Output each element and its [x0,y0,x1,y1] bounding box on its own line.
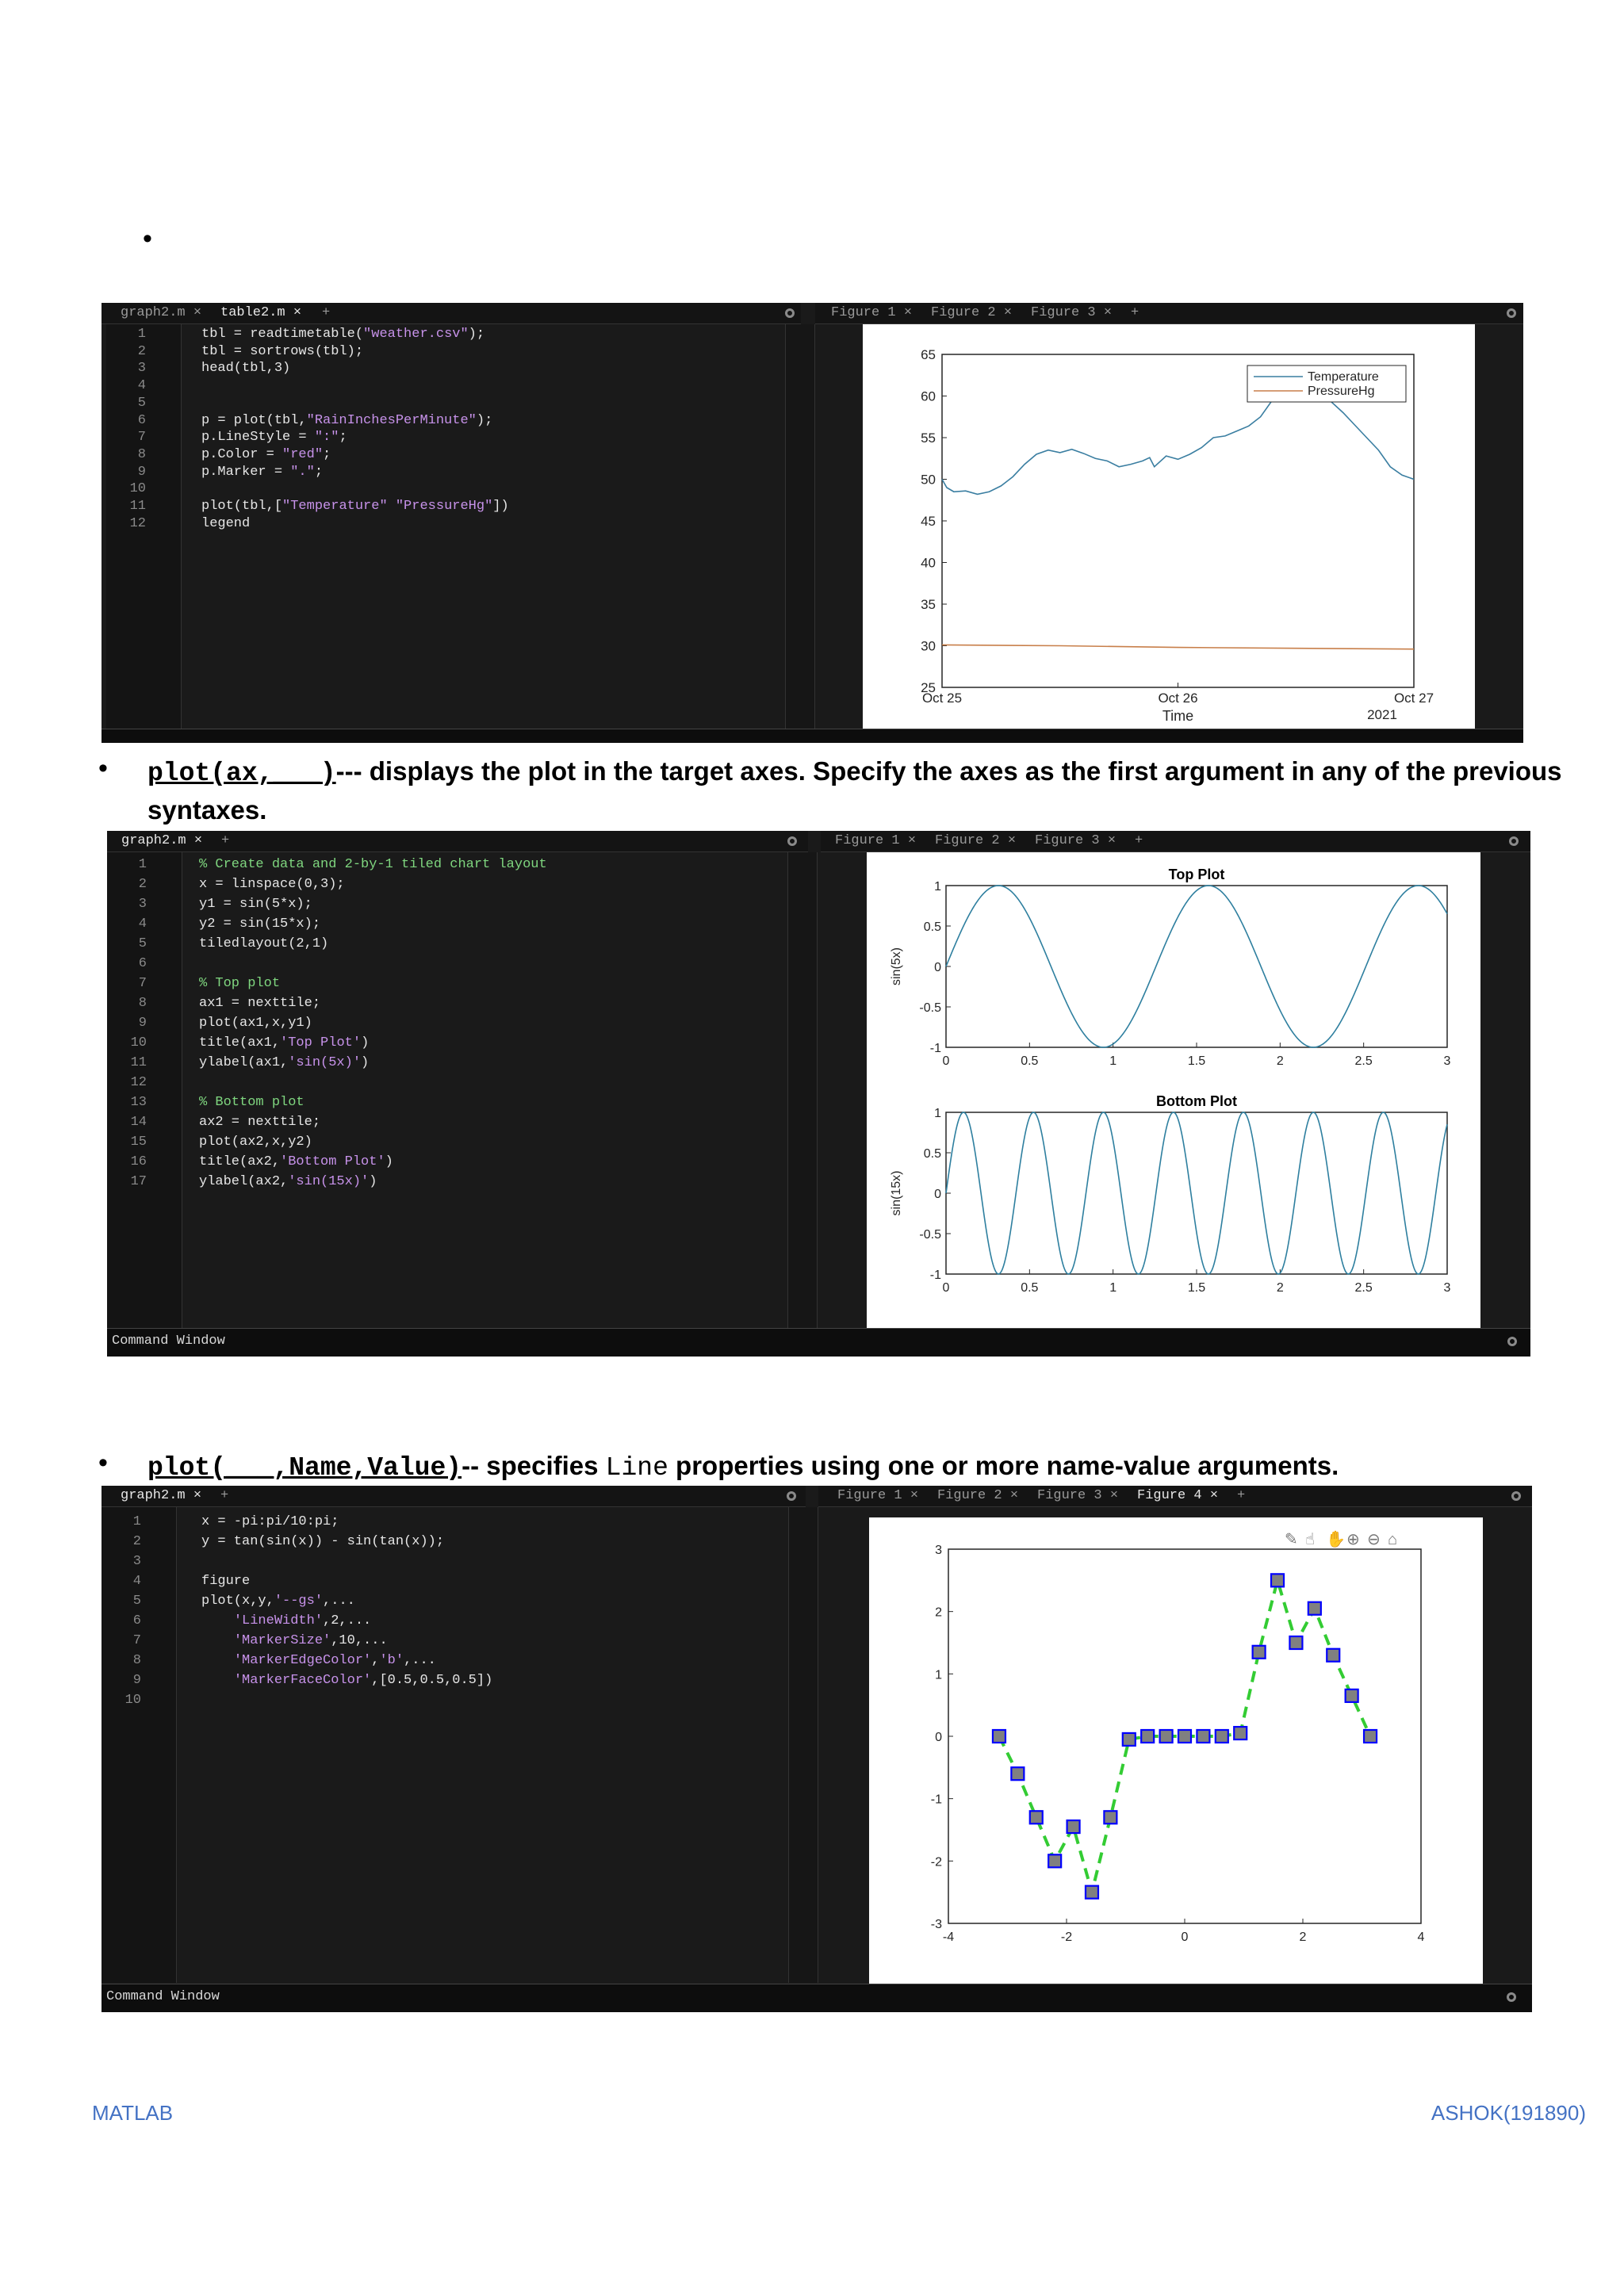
y-tick-label: 2 [935,1605,942,1620]
figure-tabbar [818,1486,1532,1507]
x-tick-label: -4 [942,1931,955,1944]
editor-tab-table2[interactable]: table2.m × [220,305,302,320]
y-axis-label: sin(15x) [890,1170,903,1216]
add-figure-icon[interactable]: + [1237,1488,1246,1503]
y-tick-label: -1 [929,1042,941,1055]
line-number: 3 [137,361,146,377]
heading-code: plot(ax,___) [147,759,336,788]
line-number: 6 [137,412,146,428]
line-number: 7 [138,976,147,991]
code-line[interactable]: figure [201,1574,251,1589]
command-window-label[interactable]: Command Window [112,1334,225,1349]
gear-icon[interactable] [787,836,797,846]
line-number: 10 [129,481,146,497]
line-number: 10 [124,1693,141,1708]
editor-tabbar [102,303,801,324]
code-line[interactable]: plot(tbl,["Temperature" "PressureHg"]) [201,499,509,514]
command-window-bar [107,1328,1530,1357]
x-tick-label: 2 [1276,1054,1284,1068]
code-line[interactable]: ax2 = nexttile; [199,1115,321,1130]
square-marker [1216,1730,1228,1743]
editor-tab-graph2[interactable]: graph2.m × [121,833,203,848]
name-value-chart[interactable] [869,1517,1483,1984]
add-figure-icon[interactable]: + [1135,833,1143,848]
line-number: 5 [132,1594,141,1609]
line-number: 8 [138,996,147,1011]
x-tick-label: Oct 25 [921,691,963,706]
add-tab-icon[interactable]: + [220,1488,229,1503]
heading-text: specifies [479,1451,606,1480]
line-number: 3 [132,1554,141,1569]
x-tick-label: 2.5 [1354,1281,1373,1295]
add-tab-icon[interactable]: + [221,833,230,848]
code-line[interactable]: legend [201,515,251,531]
section-heading-plot-ax [147,753,1575,828]
code-line[interactable]: y2 = sin(15*x); [199,916,321,932]
editor-tabbar [107,831,808,852]
y-tick-label: 1 [934,1107,941,1120]
line-number: 1 [137,327,146,342]
line-number: 2 [132,1534,141,1549]
y-tick-label: 40 [921,555,936,571]
figure-canvas-4 [869,1517,1483,1984]
x-tick-label: -2 [1060,1931,1073,1944]
pan-icon[interactable]: ✋ [1326,1531,1346,1548]
x-tick-label: Oct 26 [1158,691,1198,706]
gear-icon[interactable] [1507,1337,1517,1346]
square-marker [1141,1730,1154,1743]
editor-tabbar [102,1486,806,1507]
square-marker [1030,1811,1043,1823]
figure-tab-4[interactable]: Figure 4 × [1137,1488,1219,1503]
bullet: • [98,1448,108,1478]
line-number: 17 [130,1174,147,1189]
axes-box [946,1112,1447,1274]
line-number: 2 [137,343,146,359]
brush-icon[interactable]: ✎ [1285,1531,1298,1548]
heading-line2: syntaxes. [147,795,267,825]
bullet: • [98,753,108,783]
y-tick-label: 0 [935,1731,942,1744]
code-line[interactable]: p.LineStyle = ":"; [201,430,347,446]
code-line[interactable]: tiledlayout(2,1) [199,936,329,951]
line-number: 8 [137,446,146,462]
heading-dashes: --- [335,756,362,786]
square-marker [1086,1886,1098,1899]
footer-left: MATLAB [92,2101,174,2125]
code-line[interactable]: ylabel(ax1,'sin(5x)') [199,1055,370,1070]
line-number: 15 [130,1135,147,1150]
square-marker [1253,1646,1266,1659]
editor-scrollbar[interactable] [787,852,818,1328]
y-tick-label: -1 [929,1269,941,1282]
line-number: 11 [130,1055,147,1070]
y-tick-label: 0 [934,1188,941,1201]
y-tick-label: 50 [921,472,936,488]
datatip-icon[interactable]: ☝ [1305,1531,1316,1548]
zoom-out-icon[interactable]: ⊖ [1367,1531,1381,1548]
figure-canvas-1 [863,324,1475,729]
x-tick-label: 4 [1417,1931,1425,1944]
code-line[interactable]: p.Marker = "."; [201,464,324,480]
chart-title: Bottom Plot [1156,1093,1237,1109]
code-line[interactable]: plot(ax2,x,y2) [199,1135,312,1150]
y-tick-label: 45 [921,514,936,529]
x-tick-label: 1 [1109,1281,1117,1295]
gear-icon[interactable] [1511,1491,1521,1501]
x-tick-label: 2.5 [1354,1054,1373,1068]
x-tick-label: 0 [942,1054,950,1068]
square-marker [1160,1730,1173,1743]
code-line[interactable]: tbl = readtimetable("weather.csv"); [201,327,485,342]
section-heading-name-value [147,1448,1575,1487]
heading-code: plot(___,Name,Value) [147,1453,462,1483]
axes-box [942,354,1414,687]
line-number: 4 [138,916,147,932]
code-line[interactable]: p = plot(tbl,"RainInchesPerMinute"); [201,412,493,428]
x-tick-label: 0.5 [1021,1054,1039,1068]
tiled-sine-charts[interactable] [867,852,1480,1328]
square-marker [1104,1811,1116,1823]
figure-tab-1[interactable]: Figure 1 × [835,833,917,848]
y-tick-label: 1 [935,1668,942,1682]
chart-title: Top Plot [1168,867,1225,882]
line-number: 9 [137,464,146,480]
y-tick-label: 30 [921,638,936,654]
code-line[interactable]: title(ax1,'Top Plot') [199,1035,370,1050]
square-marker [1346,1689,1358,1702]
editor-tab-graph2[interactable]: graph2.m × [121,1488,202,1503]
y-tick-label: 65 [921,347,936,362]
y-tick-label: 3 [935,1544,942,1557]
figure-tab-1[interactable]: Figure 1 × [831,305,913,320]
x-tick-label: 1.5 [1187,1054,1206,1068]
figure-tab-2[interactable]: Figure 2 × [931,305,1013,320]
code-line[interactable]: % Top plot [199,976,281,991]
line-number: 16 [130,1154,147,1169]
code-line[interactable]: y = tan(sin(x)) - sin(tan(x)); [201,1534,445,1549]
command-window-bar [102,1984,1532,2012]
gear-icon[interactable] [785,308,795,318]
y-tick-label: 0.5 [923,920,941,934]
code-line[interactable]: plot(ax1,x,y1) [199,1016,312,1031]
code-line[interactable]: 'LineWidth',2,... [233,1613,372,1628]
square-marker [1011,1767,1024,1780]
legend-entry: PressureHg [1308,385,1375,398]
square-marker [1234,1727,1247,1739]
code-line[interactable]: x = -pi:pi/10:pi; [201,1514,339,1529]
y-axis-label: sin(5x) [890,947,903,986]
editor-scrollbar[interactable] [788,1507,818,1983]
x-tick-label: 2 [1276,1281,1284,1295]
code-line[interactable]: 'MarkerFaceColor',[0.5,0.5,0.5]) [233,1673,493,1688]
legend-entry: Temperature [1308,370,1379,384]
gear-icon[interactable] [1507,1992,1516,2002]
y-tick-label: -0.5 [919,1001,941,1015]
line-number: 2 [138,877,147,892]
square-marker [1067,1820,1080,1833]
figure-tab-3[interactable]: Figure 3 × [1031,305,1113,320]
line-number: 4 [137,378,146,394]
y-tick-label: 0.5 [923,1147,941,1161]
x-tick-label: Oct 27 [1393,691,1434,706]
code-line[interactable]: ylabel(ax2,'sin(15x)') [199,1174,377,1189]
x-tick-label: 0 [1181,1931,1189,1944]
figure-tabbar [815,303,1523,324]
code-line[interactable]: % Create data and 2-by-1 tiled chart layout [199,857,547,872]
weather-chart[interactable] [863,324,1475,729]
y-tick-label: 0 [934,961,941,974]
line-number: 13 [130,1095,147,1110]
matlab-panel-3 [102,1486,1532,2012]
x-tick-label: 0 [942,1281,950,1295]
line-number: 3 [138,897,147,912]
heading-text: properties using one or more name-value arguments. [668,1451,1339,1480]
gear-icon[interactable] [1509,836,1519,846]
line-number: 5 [138,936,147,951]
line-number: 6 [138,956,147,971]
line-number: 14 [130,1115,147,1130]
gear-icon[interactable] [787,1491,796,1501]
gear-icon[interactable] [1507,308,1516,318]
axes-box [946,886,1447,1047]
top-bullet: • [143,224,152,254]
square-marker [1289,1636,1302,1649]
matlab-panel-2 [107,831,1530,1357]
y-tick-label: 55 [921,430,936,446]
code-line[interactable]: head(tbl,3) [201,361,291,377]
figure-tab-2[interactable]: Figure 2 × [935,833,1017,848]
x-tick-label: 3 [1443,1054,1451,1068]
add-figure-icon[interactable]: + [1131,305,1139,320]
square-marker [1308,1602,1321,1615]
code-line[interactable]: 'MarkerSize',10,... [233,1633,388,1648]
square-marker [1178,1730,1191,1743]
command-window-bar [102,729,1523,743]
x-tick-label: 0.5 [1021,1281,1039,1295]
line-number: 1 [138,857,147,872]
y-tick-label: -0.5 [919,1228,941,1242]
x-tick-label: 1 [1109,1054,1117,1068]
x-tick-label: 1.5 [1187,1281,1206,1295]
editor-tab-graph2[interactable]: graph2.m × [121,305,202,320]
line-number: 11 [129,499,146,514]
code-line[interactable]: plot(x,y,'--gs',... [201,1594,355,1609]
line-number: 6 [132,1613,141,1628]
heading-dashes: -- [462,1451,480,1480]
line-number: 1 [132,1514,141,1529]
y-tick-label: -2 [930,1855,942,1869]
line-number: 12 [130,1075,147,1090]
x-tick-label: 3 [1443,1281,1451,1295]
square-marker [1364,1730,1377,1743]
line-number: 5 [137,395,146,411]
code-line[interactable]: x = linspace(0,3); [199,877,345,892]
square-marker [1197,1730,1209,1743]
line-number: 7 [137,430,146,446]
y-tick-label: 35 [921,597,936,612]
figure-tab-3[interactable]: Figure 3 × [1035,833,1116,848]
line-number: 9 [138,1016,147,1031]
figure-canvas-2 [867,852,1480,1328]
line-number: 7 [132,1633,141,1648]
y-tick-label: 1 [934,880,941,894]
figure-tab-3[interactable]: Figure 3 × [1037,1488,1119,1503]
line-number: 4 [132,1574,141,1589]
code-line[interactable]: ax1 = nexttile; [199,996,321,1011]
square-marker [1327,1649,1339,1662]
y-tick-label: 25 [921,680,936,695]
command-window-label[interactable]: Command Window [106,1989,220,2004]
home-icon[interactable]: ⌂ [1388,1531,1398,1548]
code-line[interactable]: 'MarkerEdgeColor','b',... [233,1653,436,1668]
code-line[interactable]: % Bottom plot [199,1095,304,1110]
y-tick-label: 60 [921,388,936,404]
y-tick-label: -3 [930,1918,942,1931]
code-line[interactable]: p.Color = "red"; [201,446,331,462]
figure-tab-1[interactable]: Figure 1 × [837,1488,919,1503]
line-number: 10 [130,1035,147,1050]
line-number: 12 [129,515,146,531]
square-marker [993,1730,1005,1743]
code-line[interactable]: title(ax2,'Bottom Plot') [199,1154,393,1169]
figure-tab-2[interactable]: Figure 2 × [937,1488,1019,1503]
square-marker [1271,1574,1284,1586]
line-number: 9 [132,1673,141,1688]
y-tick-label: -1 [930,1793,942,1807]
square-marker [1048,1854,1061,1867]
footer-right: ASHOK(191890) [1431,2101,1586,2125]
editor-scrollbar[interactable] [785,324,815,729]
add-tab-icon[interactable]: + [322,305,331,320]
square-marker [1123,1733,1136,1746]
zoom-in-icon[interactable]: ⊕ [1346,1531,1360,1548]
matlab-panel-1 [102,303,1523,743]
x-axis-label: Time [1162,708,1194,724]
x-sublabel: 2021 [1367,707,1397,722]
line-number: 8 [132,1653,141,1668]
code-line[interactable]: y1 = sin(5*x); [199,897,312,912]
figure-tabbar [821,831,1530,852]
heading-text: displays the plot in the target axes. Specify the axes as the first argument in any of the previous [362,756,1562,786]
heading-code-line: Line [605,1453,668,1483]
x-tick-label: 2 [1299,1931,1307,1944]
code-line[interactable]: tbl = sortrows(tbl); [201,343,364,359]
